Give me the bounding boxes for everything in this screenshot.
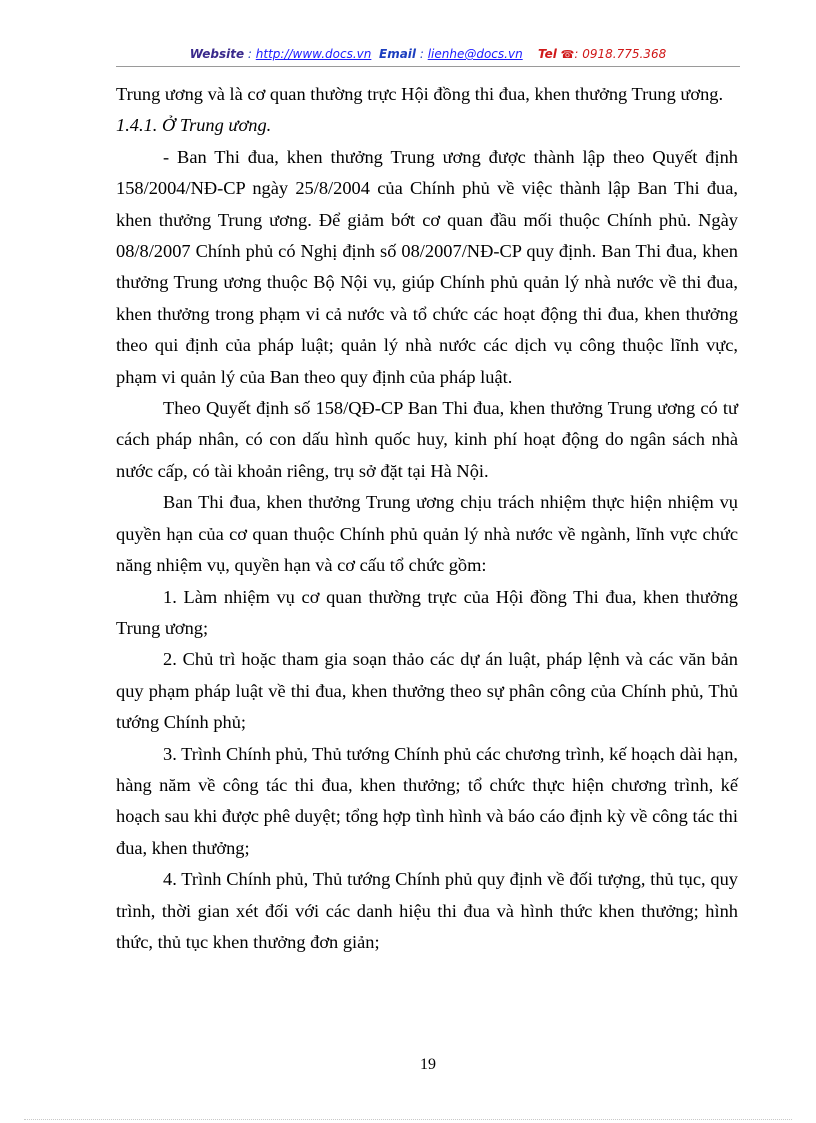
body-paragraph: 4. Trình Chính phủ, Thủ tướng Chính phủ quy định về đối tượng, thủ tục, quy trình, thời gian xét đối với các danh hiệu thi đua và hình thức khen thưởng; hình thức, thủ tục khen thưởng đơn giản; (116, 869, 738, 952)
body-paragraph: 2. Chủ trì hoặc tham gia soạn thảo các dự án luật, pháp lệnh và các văn bản quy phạm pháp luật về thi đua, khen thưởng theo sự phân công của Chính phủ, Thủ tướng Chính phủ; (116, 649, 738, 733)
page-header (116, 47, 740, 61)
body-paragraph: 1. Làm nhiệm vụ cơ quan thường trực của Hội đồng Thi đua, khen thưởng Trung ương; (116, 586, 738, 638)
body-paragraph: 3. Trình Chính phủ, Thủ tướng Chính phủ các chương trình, kế hoạch dài hạn, hàng năm về công tác thi đua, khen thưởng; tổ chức thực hiện chương trình, kế hoạch sau khi được phê duyệt; tổng hợp tình hình và báo cáo định kỳ về công tác thi đua, khen thưởng; (116, 743, 738, 858)
website-separator: : (244, 47, 256, 61)
page-bottom-divider (24, 1119, 792, 1120)
website-label: Website (189, 47, 245, 61)
section-heading: 1.4.1. Ở Trung ương. (116, 115, 272, 136)
tel-value: : 0918.775.368 (574, 47, 667, 61)
tel-label: Tel (537, 47, 557, 61)
email-link[interactable]: lienhe@docs.vn (427, 47, 523, 61)
body-paragraph: Theo Quyết định số 158/QĐ-CP Ban Thi đua, khen thưởng Trung ương có tư cách pháp nhân, có con dấu hình quốc huy, kinh phí hoạt động do ngân sách nhà nước cấp, có tài khoản riêng, trụ sở đặt tại Hà Nội. (116, 398, 738, 481)
body-paragraph: Ban Thi đua, khen thưởng Trung ương chịu trách nhiệm thực hiện nhiệm vụ quyền hạn của cơ quan thuộc Chính phủ quản lý nhà nước về ngành, lĩnh vực chức năng nhiệm vụ, quyền hạn và cơ cấu tổ chức gồm: (116, 492, 738, 576)
body-paragraph: - Ban Thi đua, khen thưởng Trung ương được thành lập theo Quyết định 158/2004/NĐ-CP ngày 25/8/2004 của Chính phủ về việc thành lập Ban Thi đua, khen thưởng Trung ương. Để giảm bớt cơ quan đầu mối thuộc Chính phủ. Ngày 08/8/2007 Chính phủ có Nghị định số 08/2007/NĐ-CP quy định. Ban Thi đua, khen thưởng Trung ương thuộc Bộ Nội vụ, giúp Chính phủ quản lý nhà nước về thi đua, khen thưởng trong phạm vi cả nước và tổ chức các hoạt động thi đua, khen thưởng theo qui định của pháp luật; quản lý nhà nước các dịch vụ công thuộc lĩnh vực, phạm vi quản lý của Ban theo quy định của pháp luật. (116, 146, 738, 387)
website-link[interactable]: http://www.docs.vn (255, 47, 372, 61)
phone-icon: ☎ (560, 48, 575, 61)
page-number: 19 (420, 1056, 436, 1073)
email-label: Email (379, 47, 417, 61)
document-body (116, 79, 738, 958)
body-paragraph: Trung ương và là cơ quan thường trực Hội đồng thi đua, khen thưởng Trung ương. (116, 84, 724, 104)
header-divider (116, 66, 740, 67)
email-separator: : (416, 47, 428, 61)
